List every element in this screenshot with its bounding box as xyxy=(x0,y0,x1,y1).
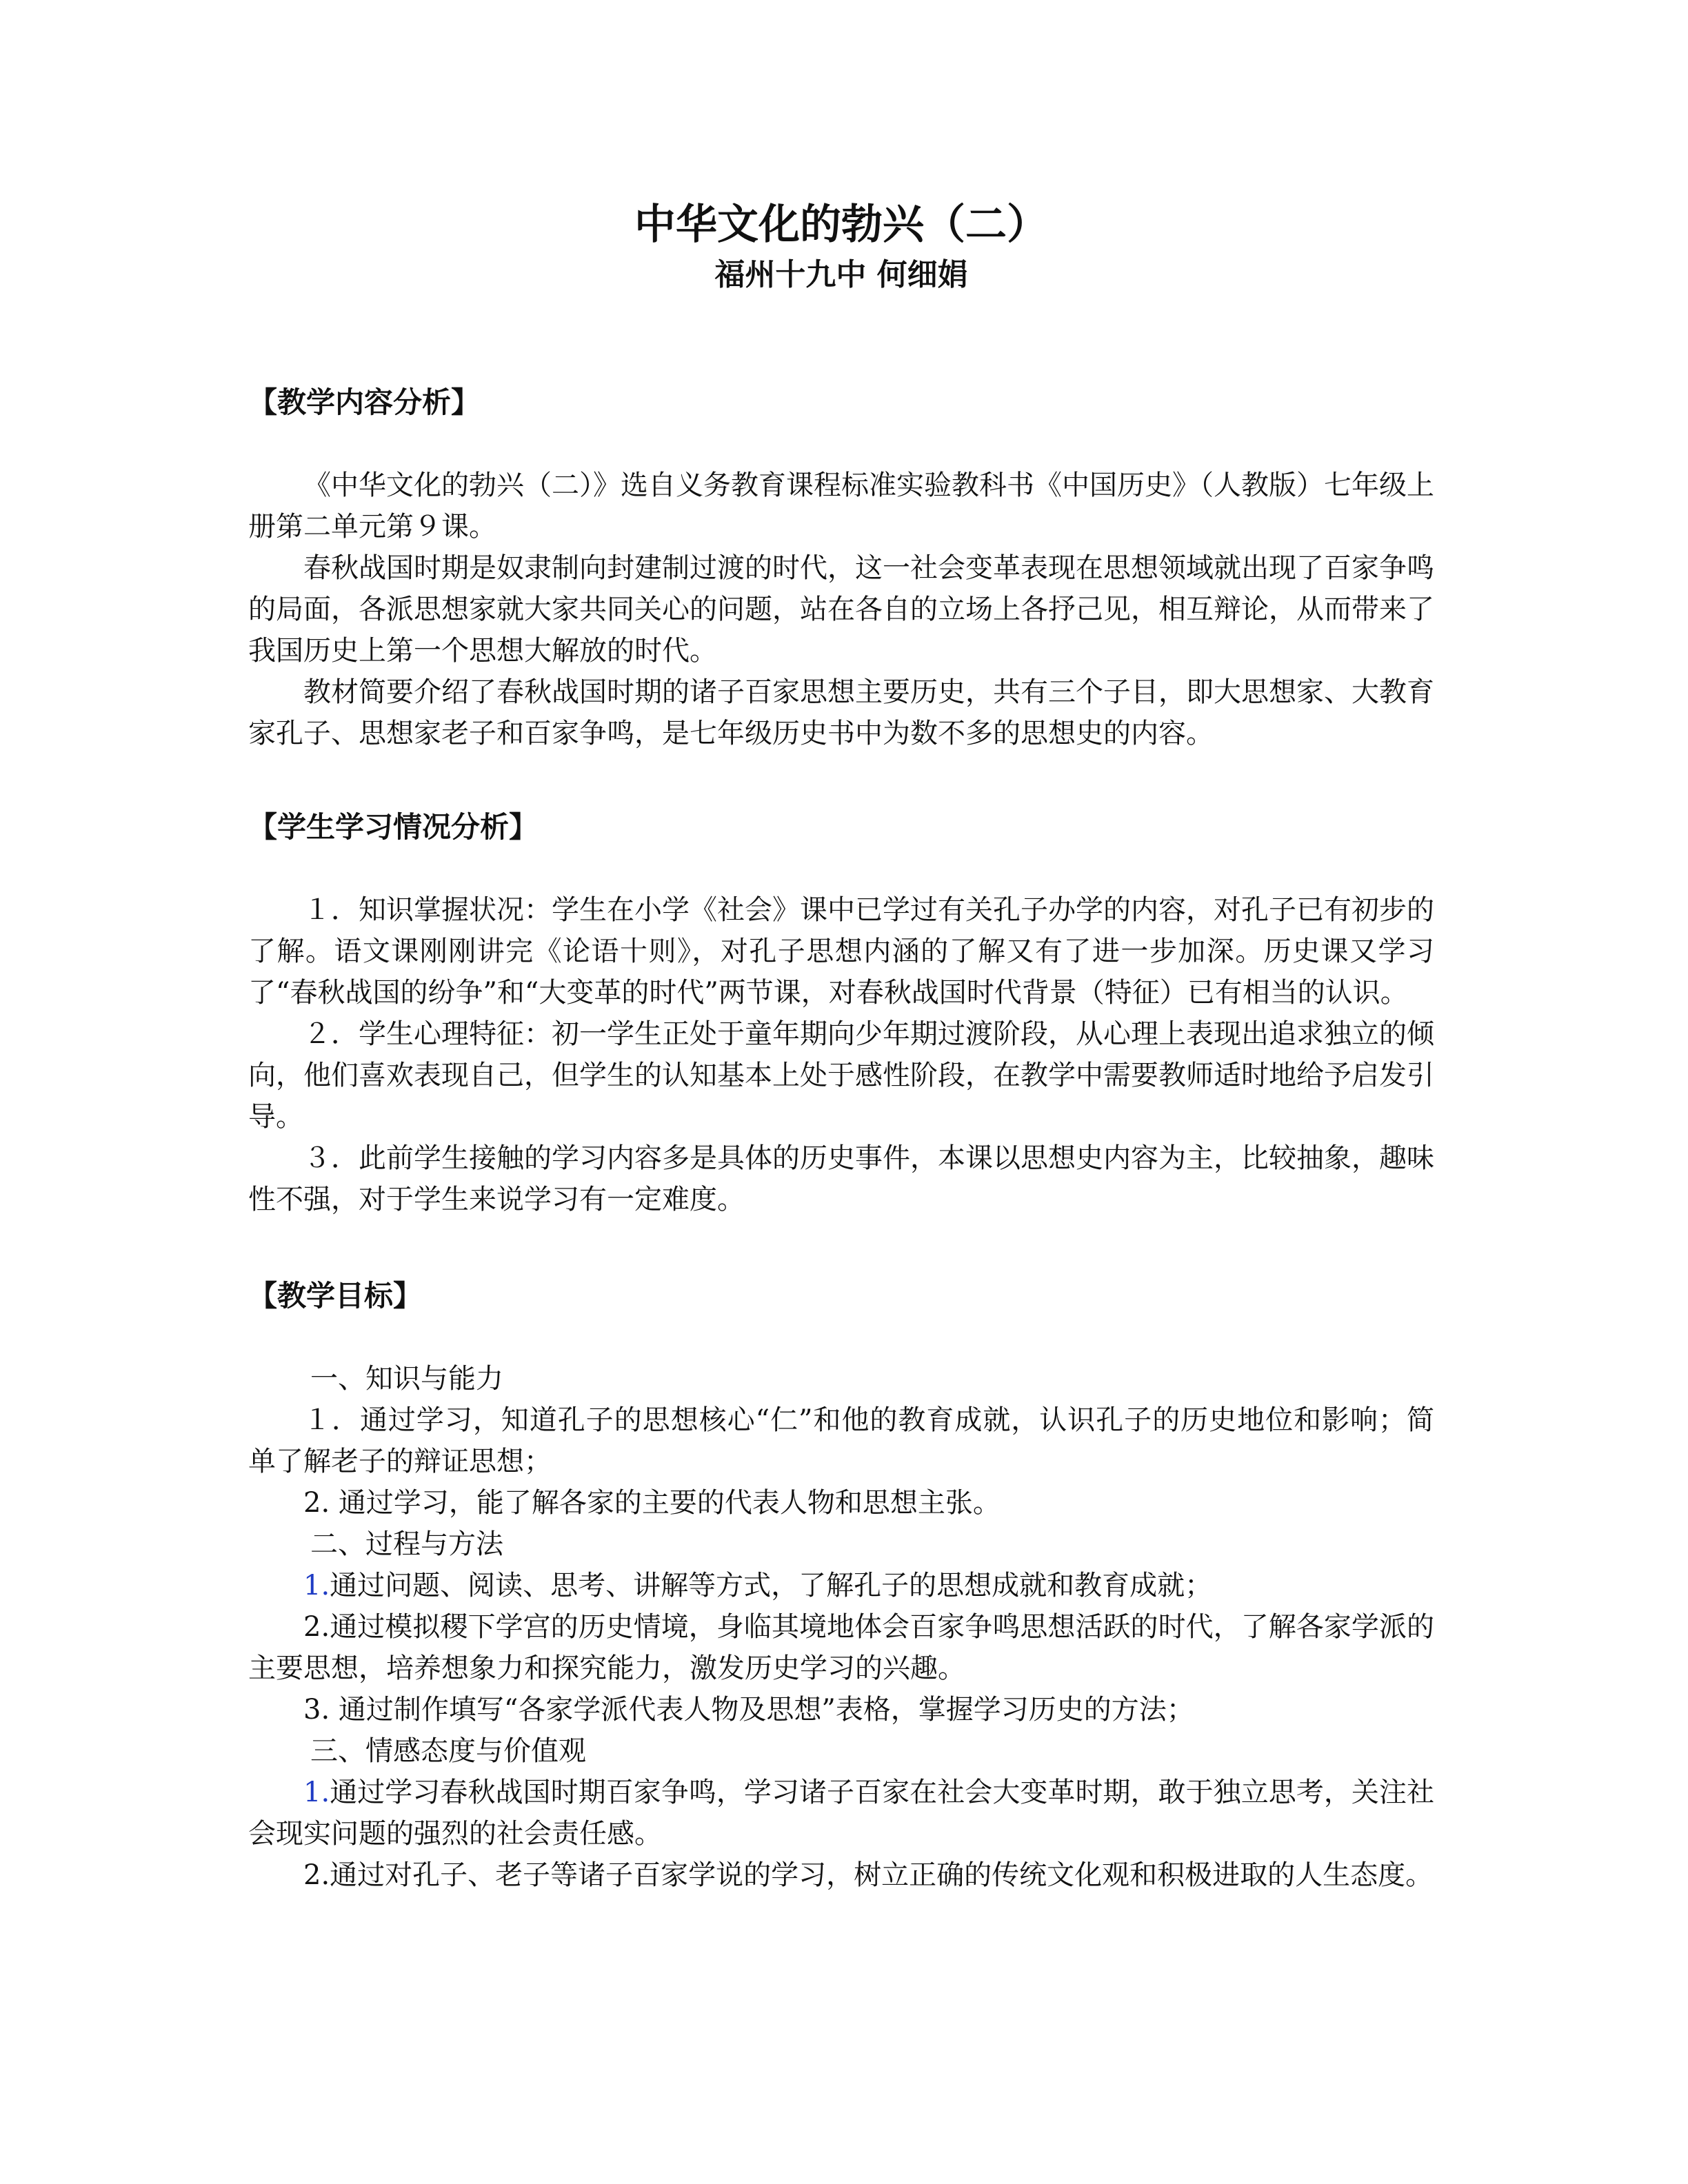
student-analysis-section xyxy=(248,807,1434,1220)
objectives-part1-title: 一、知识与能力 xyxy=(310,1363,503,1395)
document-author: 福州十九中 何细娟 xyxy=(714,257,968,292)
objectives-heading: 【教学目标】 xyxy=(248,1279,423,1313)
objectives-part3-title: 三、情感态度与价值观 xyxy=(310,1735,586,1767)
student-analysis-heading: 【学生学习情况分析】 xyxy=(248,810,539,844)
objectives-part1-item1: １．通过学习，知道孔子的思想核心“仁”和他的教育成就，认识孔子的历史地位和影响；简单了解老子的辩证思想； xyxy=(248,1404,1434,1477)
objectives-section xyxy=(248,1275,1434,1896)
objectives-part1-item2: 2. 通过学习，能了解各家的主要的代表人物和思想主张。 xyxy=(303,1487,1001,1519)
content-analysis-paragraph-3: 教材简要介绍了春秋战国时期的诸子百家思想主要历史，共有三个子目，即大思想家、大教育家孔子、思想家老子和百家争鸣，是七年级历史书中为数不多的思想史的内容。 xyxy=(248,676,1434,749)
content-analysis-paragraph-1: 《中华文化的勃兴（二）》选自义务教育课程标准实验教科书《中国历史》（人教版）七年级上册第二单元第９课。 xyxy=(248,469,1434,543)
document-title: 中华文化的勃兴（二） xyxy=(634,201,1048,249)
content-analysis-section xyxy=(248,382,1434,754)
content-analysis-heading: 【教学内容分析】 xyxy=(248,385,481,419)
objectives-part3-item2: 2.通过对孔子、老子等诸子百家学说的学习，树立正确的传统文化观和积极进取的人生态度。 xyxy=(303,1859,1434,1891)
student-analysis-paragraph-2: ２．学生心理特征：初一学生正处于童年期向少年期过渡阶段，从心理上表现出追求独立的倾向，他们喜欢表现自己，但学生的认知基本上处于感性阶段，在教学中需要教师适时地给予启发引导。 xyxy=(248,1018,1434,1133)
objectives-part2-item2: 2.通过模拟稷下学宫的历史情境，身临其境地体会百家争鸣思想活跃的时代，了解各家学派的主要思想，培养想象力和探究能力，激发历史学习的兴趣。 xyxy=(248,1611,1434,1684)
objectives-part2-item3: 3. 通过制作填写“各家学派代表人物及思想”表格，掌握学习历史的方法； xyxy=(303,1694,1194,1726)
student-analysis-paragraph-1: １．知识掌握状况：学生在小学《社会》课中已学过有关孔子办学的内容，对孔子已有初步的了解。语文课刚刚讲完《论语十则》，对孔子思想内涵的了解又有了进一步加深。历史课又学习了“春秋战国的纷争”和“大变革的时代”两节课，对春秋战国时代背景（特征）已有相当的认识。 xyxy=(248,894,1434,1009)
objectives-part2-item1 xyxy=(248,1565,1434,1606)
content-analysis-paragraph-2: 春秋战国时期是奴隶制向封建制过渡的时代，这一社会变革表现在思想领域就出现了百家争鸣的局面，各派思想家就大家共同关心的问题，站在各自的立场上各抒己见，相互辩论，从而带来了我国历史上第一个思想大解放的时代。 xyxy=(248,552,1434,667)
objectives-part3-item1-number: 1. xyxy=(303,1777,330,1808)
student-analysis-paragraph-3: ３．此前学生接触的学习内容多是具体的历史事件，本课以思想史内容为主，比较抽象，趣味性不强，对于学生来说学习有一定难度。 xyxy=(248,1142,1434,1215)
objectives-part2-item1-number: 1. xyxy=(303,1570,330,1601)
objectives-part2-title: 二、过程与方法 xyxy=(310,1528,503,1560)
objectives-part3-item1 xyxy=(248,1772,1434,1854)
objectives-part2-item1-text: 通过问题、阅读、思考、讲解等方式，了解孔子的思想成就和教育成就； xyxy=(330,1570,1213,1601)
objectives-part3-item1-text: 通过学习春秋战国时期百家争鸣，学习诸子百家在社会大变革时期，敢于独立思考，关注社会现实问题的强烈的社会责任感。 xyxy=(248,1777,1434,1850)
